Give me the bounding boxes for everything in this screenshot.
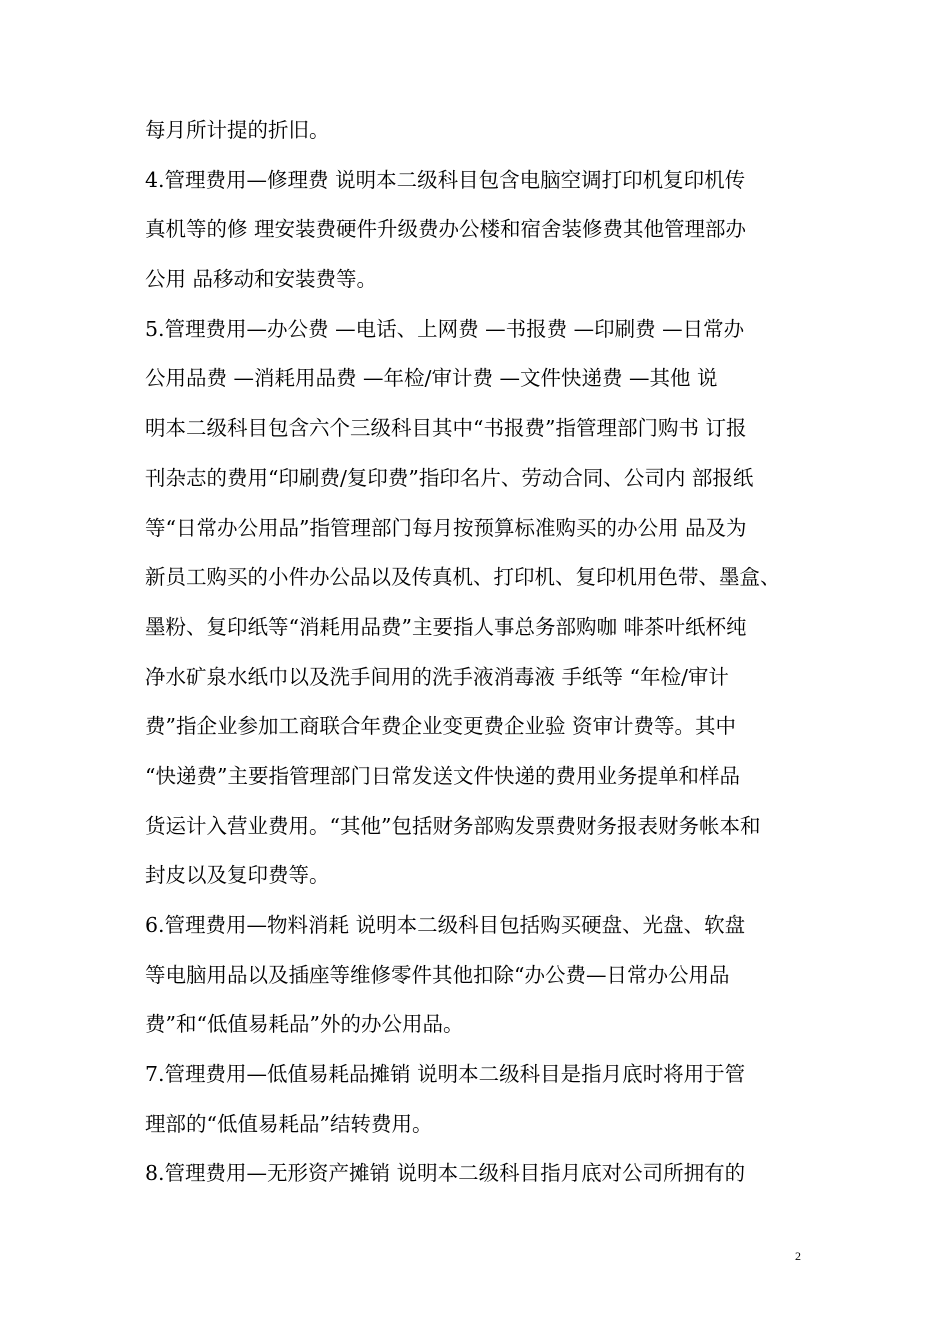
text-line: 费”和“低值易耗品”外的办公用品。 <box>145 1012 464 1037</box>
text-line: 5.管理费用—办公费 —电话、上网费 —书报费 —印刷费 —日常办 <box>145 316 745 341</box>
text-line: 公用品费 —消耗用品费 —年检/审计费 —文件快递费 —其他 说 <box>145 366 718 391</box>
text-line: 费”指企业参加工商联合年费企业变更费企业验 资审计费等。其中 <box>145 714 736 739</box>
text-line: 每月所计提的折旧。 <box>145 118 330 142</box>
text-line: 理部的“低值易耗品”结转费用。 <box>145 1111 433 1136</box>
text-line: 封皮以及复印费等。 <box>145 863 330 888</box>
text-line: 4.管理费用—修理费 说明本二级科目包含电脑空调打印机复印机传 <box>145 167 746 192</box>
text-line: 货运计入营业费用。“其他”包括财务部购发票费财务报表财务帐本和 <box>145 813 761 838</box>
document-body <box>145 106 811 1199</box>
text-line: 墨粉、复印纸等“消耗用品费”主要指人事总务部购咖 啡茶叶纸杯纯 <box>145 614 747 639</box>
text-line: 等电脑用品以及插座等维修零件其他扣除“办公费—日常办公用品 <box>145 962 730 987</box>
page-number: 2 <box>795 1249 801 1263</box>
text-line: “快递费”主要指管理部门日常发送文件快递的费用业务提单和样品 <box>145 763 740 788</box>
text-line: 新员工购买的小件办公品以及传真机、打印机、复印机用色带、墨盒、 <box>145 565 781 590</box>
text-line: 净水矿泉水纸巾以及洗手间用的洗手液消毒液 手纸等 “年检/审计 <box>145 664 729 689</box>
text-line: 公用 品移动和安装费等。 <box>145 267 378 292</box>
text-line: 刊杂志的费用“印刷费/复印费”指印名片、劳动合同、公司内 部报纸 <box>145 465 754 490</box>
text-line: 8.管理费用—无形资产摊销 说明本二级科目指月底对公司所拥有的 <box>145 1161 746 1186</box>
text-line: 等“日常办公用品”指管理部门每月按预算标准购买的办公用 品及为 <box>145 515 747 540</box>
text-line: 明本二级科目包含六个三级科目其中“书报费”指管理部门购书 订报 <box>145 416 747 441</box>
text-line: 7.管理费用—低值易耗品摊销 说明本二级科目是指月底时将用于管 <box>145 1062 746 1087</box>
text-line: 真机等的修 理安装费硬件升级费办公楼和宿舍装修费其他管理部办 <box>145 217 747 242</box>
text-line: 6.管理费用—物料消耗 说明本二级科目包括购买硬盘、光盘、软盘 <box>145 913 746 937</box>
